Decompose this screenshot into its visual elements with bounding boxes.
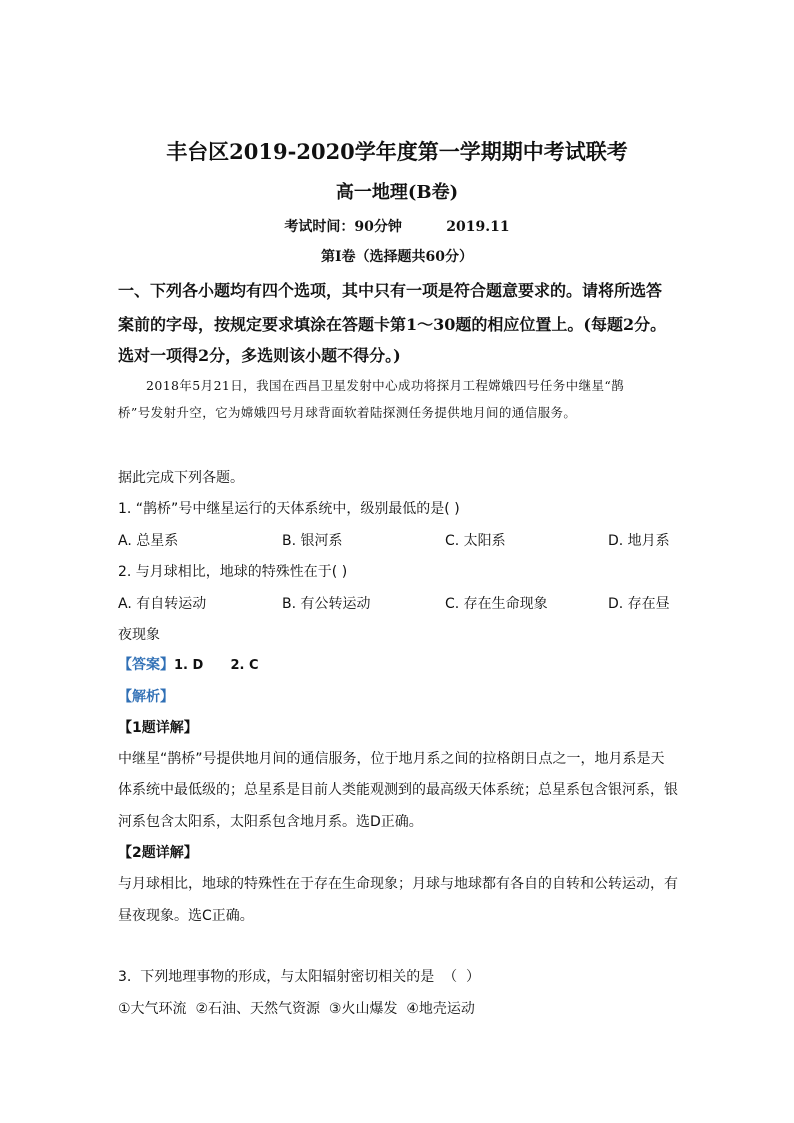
q1-detail-line-3: 河系包含太阳系，太阳系包含地月系。选D正确。 <box>118 814 423 830</box>
exam-title: 丰台区2019-2020学年度第一学期期中考试联考 <box>166 139 628 164</box>
passage-line-2: 桥”号发射升空，它为嫦娥四号月球背面软着陆探测任务提供地月间的通信服务。 <box>118 405 577 420</box>
question-2-option-c: C. 存在生命现象 <box>445 596 548 612</box>
answer-row <box>118 654 259 674</box>
question-prompt: 据此完成下列各题。 <box>118 470 244 486</box>
q2-detail-line-2: 昼夜现象。选C正确。 <box>118 908 254 924</box>
section-heading: 第Ⅰ卷（选择题共60分） <box>320 249 474 265</box>
exam-meta <box>0 216 794 236</box>
analysis-tag: 【解析】 <box>118 689 174 705</box>
passage-line-1: 2018年5月21日，我国在西昌卫星发射中心成功将探月工程嫦娥四号任务中继星“鹊 <box>146 378 625 393</box>
question-2-option-b: B. 有公转运动 <box>282 596 371 612</box>
answer-tag: 【答案】 <box>118 657 174 673</box>
exam-time: 考试时间：90分钟 <box>284 219 402 235</box>
q1-detail-line-1: 中继星“鹊桥”号提供地月间的通信服务，位于地月系之间的拉格朗日点之一，地月系是天 <box>118 751 665 767</box>
question-3-stem: 3. 下列地理事物的形成，与太阳辐射密切相关的是 （ ） <box>118 969 481 985</box>
question-1-stem: 1. “鹊桥”号中继星运行的天体系统中，级别最低的是( ) <box>118 501 460 517</box>
q1-detail-heading: 【1题详解】 <box>118 720 198 736</box>
instruction-line-3: 选对一项得2分，多选则该小题不得分。) <box>118 346 401 365</box>
answer-text: 1. D 2. C <box>174 658 259 673</box>
question-1-option-c: C. 太阳系 <box>445 533 506 549</box>
question-3-items: ①大气环流 ②石油、天然气资源 ③火山爆发 ④地壳运动 <box>118 1001 475 1017</box>
exam-subtitle: 高一地理(B卷) <box>335 182 459 203</box>
question-1-option-d: D. 地月系 <box>608 533 670 549</box>
instruction-line-2: 案前的字母，按规定要求填涂在答题卡第1～30题的相应位置上。(每题2分。 <box>118 315 667 334</box>
instruction-line-1: 一、下列各小题均有四个选项，其中只有一项是符合题意要求的。请将所选答 <box>118 281 663 300</box>
question-2-option-d: D. 存在昼 <box>608 596 670 612</box>
q1-detail-line-2: 体系统中最低级的；总星系是目前人类能观测到的最高级天体系统；总星系包含银河系，银 <box>118 782 678 798</box>
question-2-option-d-wrap: 夜现象 <box>118 627 160 643</box>
q2-detail-line-1: 与月球相比，地球的特殊性在于存在生命现象；月球与地球都有各自的自转和公转运动，有 <box>118 876 678 892</box>
question-1-option-a: A. 总星系 <box>118 533 179 549</box>
q2-detail-heading: 【2题详解】 <box>118 845 198 861</box>
question-1-option-b: B. 银河系 <box>282 533 343 549</box>
question-2-option-a: A. 有自转运动 <box>118 596 207 612</box>
exam-date: 2019.11 <box>446 219 510 235</box>
question-2-stem: 2. 与月球相比，地球的特殊性在于( ) <box>118 564 348 580</box>
